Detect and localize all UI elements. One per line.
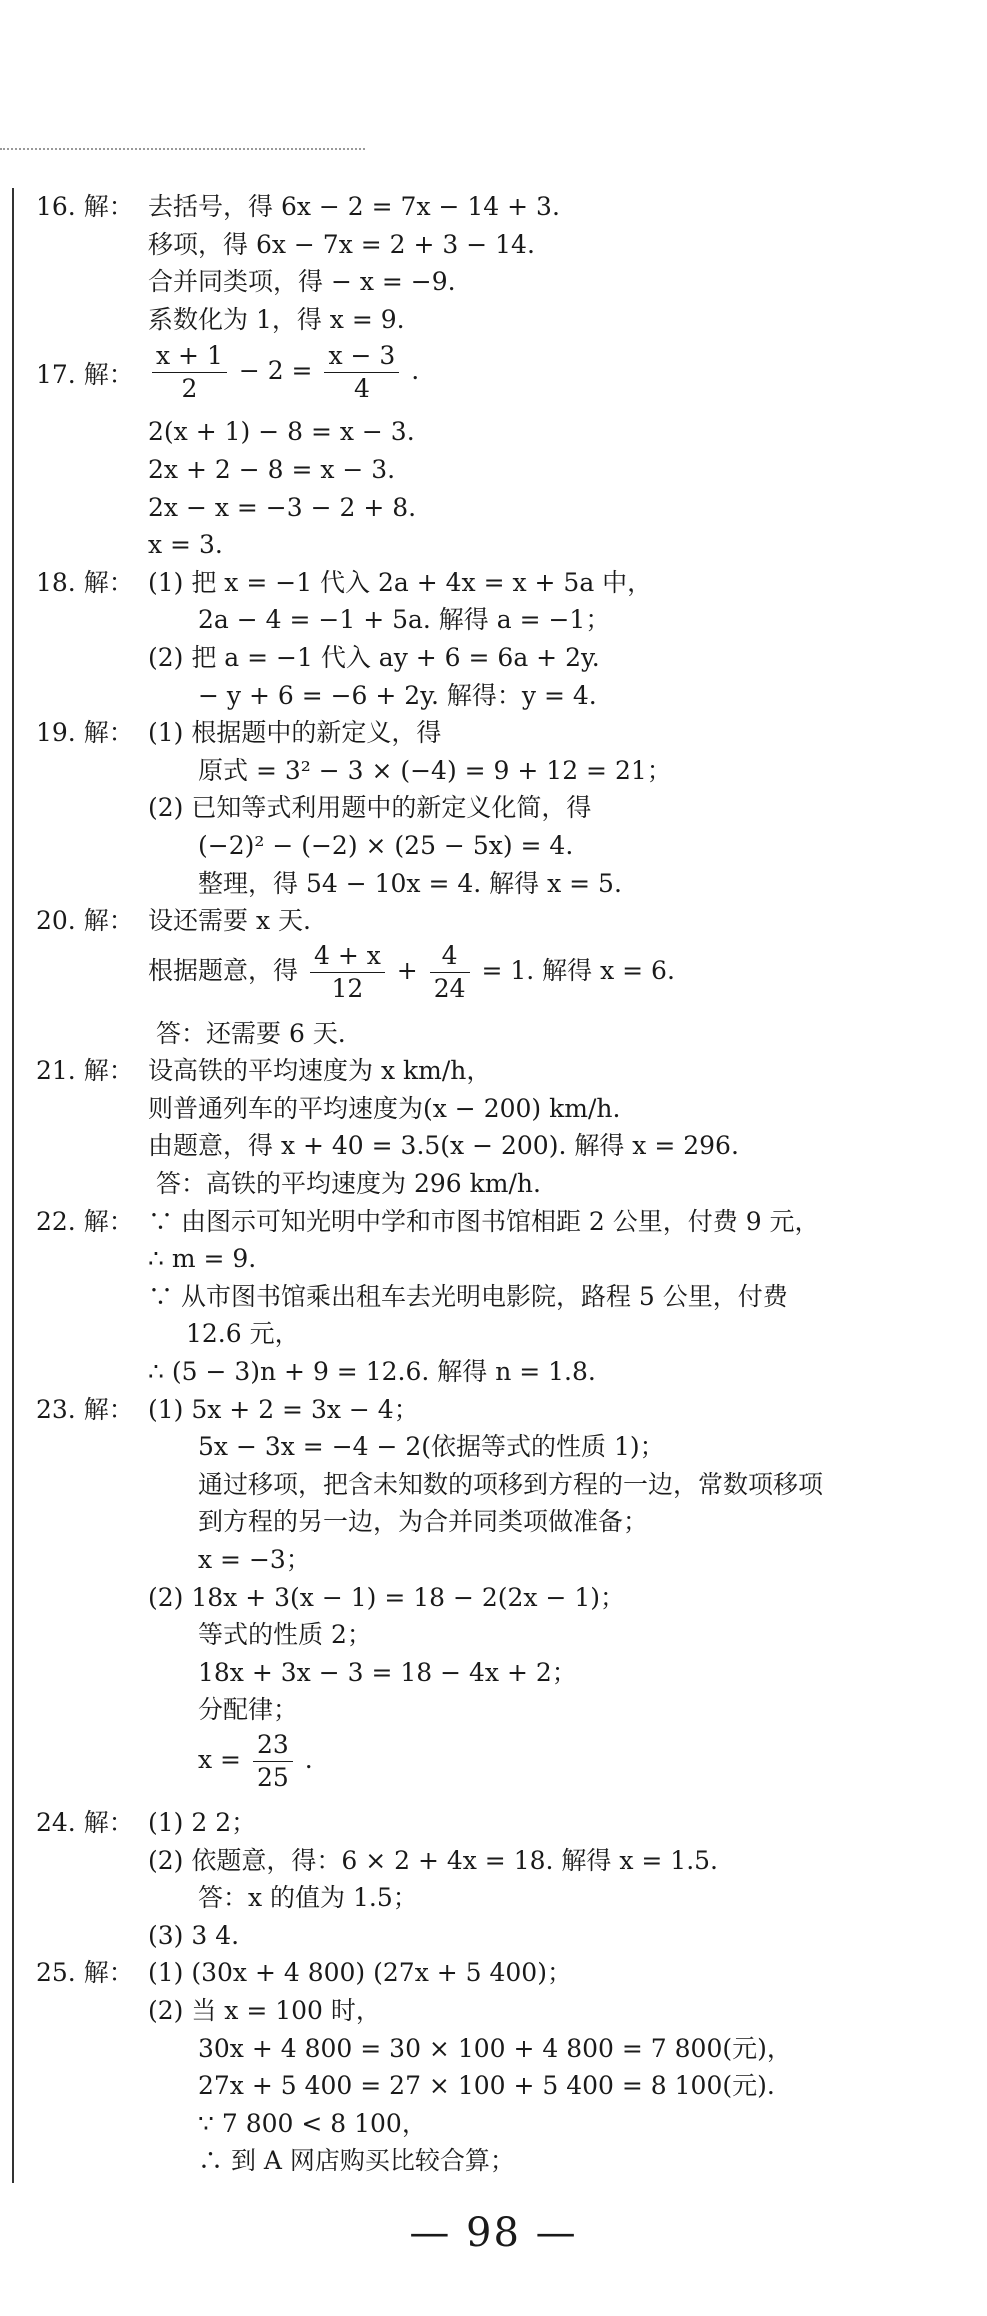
fraction: $\frac{23}{25}$	[253, 1729, 293, 1794]
problem-19-line-3: (2) 已知等式利用题中的新定义化简，得	[148, 793, 592, 823]
problem-17-line-3: 2x − x = −3 − 2 + 8.	[148, 492, 417, 522]
problem-19-line-1: 19. 解： (1) 根据题中的新定义，得	[36, 714, 956, 752]
problem-23-line-1: 23. 解： (1) 5x + 2 = 3x − 4；	[36, 1391, 956, 1429]
problem-22-line-2: ∴ m = 9.	[148, 1244, 257, 1274]
problem-number: 18. 解：	[36, 567, 134, 597]
problem-25-line-1: 25. 解： (1) (30x + 4 800) (27x + 5 400)；	[36, 1954, 956, 1992]
problem-16-line-2: 移项，得 6x − 7x = 2 + 3 − 14.	[148, 229, 535, 259]
problem-24-line-1: 24. 解： (1) 2 2；	[36, 1804, 956, 1842]
problem-19-line-4: (−2)² − (−2) × (25 − 5x) = 4.	[198, 830, 574, 860]
fraction: $\frac{4 + x}{12}$	[310, 940, 385, 1005]
problem-24-line-4: (3) 3 4.	[148, 1920, 240, 1950]
left-margin-rule	[12, 188, 14, 2183]
problem-21-answer: 答：高铁的平均速度为 296 km/h.	[156, 1169, 541, 1199]
problem-23-line-7: 等式的性质 2；	[198, 1620, 372, 1650]
problem-22-line-3: ∵ 从市图书馆乘出租车去光明电影院，路程 5 公里，付费	[148, 1281, 788, 1311]
problem-23-fraction-line: x = $\frac{23}{25}$ .	[198, 1729, 313, 1792]
problem-23-line-5: x = −3；	[198, 1545, 311, 1574]
problem-number: 19. 解：	[36, 718, 134, 748]
problem-20-line-1: 20. 解： 设还需要 x 天.	[36, 902, 956, 940]
problem-17-line-4: x = 3.	[148, 530, 223, 560]
problem-number: 23. 解：	[36, 1394, 134, 1424]
problem-16-line-1: 16. 解： 去括号，得 6x − 2 = 7x − 14 + 3.	[36, 188, 956, 226]
problem-25-line-4: 27x + 5 400 = 27 × 100 + 5 400 = 8 100(元).	[198, 2071, 775, 2101]
problem-25-line-3: 30x + 4 800 = 30 × 100 + 4 800 = 7 800(元)，	[198, 2033, 792, 2063]
header-dotted-rule	[0, 148, 365, 150]
problem-18-line-3: (2) 把 a = −1 代入 ay + 6 = 6a + 2y.	[148, 642, 600, 672]
problem-number: 21. 解：	[36, 1056, 134, 1086]
problem-19-line-5: 整理，得 54 − 10x = 4. 解得 x = 5.	[198, 868, 622, 898]
problem-21-line-1: 21. 解： 设高铁的平均速度为 x km/h，	[36, 1052, 956, 1090]
problem-25-line-2: (2) 当 x = 100 时，	[148, 1995, 381, 2025]
fraction: $\frac{x - 3}{4}$	[324, 340, 399, 405]
problem-23-line-3: 通过移项，把含未知数的项移到方程的一边，常数项移项	[198, 1469, 824, 1499]
problem-number: 22. 解：	[36, 1206, 134, 1236]
problem-18-line-4: − y + 6 = −6 + 2y. 解得：y = 4.	[198, 680, 597, 710]
problem-23-line-2: 5x − 3x = −4 − 2(依据等式的性质 1)；	[198, 1432, 665, 1462]
problem-23-line-9: 分配律；	[198, 1695, 299, 1725]
fraction: $\frac{4}{24}$	[430, 940, 470, 1005]
problem-22-line-4: 12.6 元，	[186, 1319, 300, 1349]
problem-21-line-2: 则普通列车的平均速度为(x − 200) km/h.	[148, 1093, 621, 1123]
page-number: — 98 —	[409, 2210, 578, 2256]
problem-number: 20. 解：	[36, 906, 134, 936]
problem-23-line-6: (2) 18x + 3(x − 1) = 18 − 2(2x − 1)；	[148, 1582, 626, 1612]
problem-16-line-3: 合并同类项，得 − x = −9.	[148, 267, 456, 297]
problem-25-line-6: ∴ 到 A 网店购买比较合算；	[198, 2146, 515, 2176]
problem-21-line-3: 由题意，得 x + 40 = 3.5(x − 200). 解得 x = 296.	[148, 1131, 739, 1161]
problem-number: 17. 解：	[36, 360, 134, 390]
fraction: $\frac{x + 1}{2}$	[152, 340, 227, 405]
problem-17-line-2: 2x + 2 − 8 = x − 3.	[148, 454, 396, 484]
problem-24-line-3: 答：x 的值为 1.5；	[198, 1883, 418, 1913]
problem-17-fraction-line: 17. 解： $\frac{x + 1}{2}$ − 2 = $\frac{x - 3}{4}$ .	[36, 341, 420, 404]
problem-18-line-2: 2a − 4 = −1 + 5a. 解得 a = −1；	[198, 605, 611, 635]
problem-20-fraction-line: 根据题意，得 $\frac{4 + x}{12}$ + $\frac{4}{24}$ = 1. 解得 x = 6.	[148, 940, 675, 1003]
problem-19-line-2: 原式 = 3² − 3 × (−4) = 9 + 12 = 21；	[198, 755, 672, 785]
problem-23-line-4: 到方程的另一边，为合并同类项做准备；	[198, 1507, 649, 1537]
problem-number: 16. 解：	[36, 192, 134, 221]
problem-22-line-1: 22. 解： ∵ 由图示可知光明中学和市图书馆相距 2 公里，付费 9 元，	[36, 1203, 956, 1241]
problem-number: 25. 解：	[36, 1958, 134, 1988]
problem-16-line-4: 系数化为 1，得 x = 9.	[148, 304, 405, 334]
problem-20-answer: 答：还需要 6 天.	[156, 1018, 346, 1048]
problem-22-line-5: ∴ (5 − 3)n + 9 = 12.6. 解得 n = 1.8.	[148, 1357, 596, 1387]
problem-17-line-1: 2(x + 1) − 8 = x − 3.	[148, 417, 415, 447]
problem-number: 24. 解：	[36, 1807, 134, 1837]
answer-content	[36, 188, 956, 2180]
problem-18-line-1: 18. 解： (1) 把 x = −1 代入 2a + 4x = x + 5a 中，	[36, 564, 956, 602]
problem-25-line-5: ∵ 7 800 < 8 100，	[198, 2108, 427, 2138]
problem-24-line-2: (2) 依题意，得：6 × 2 + 4x = 18. 解得 x = 1.5.	[148, 1845, 718, 1875]
problem-23-line-8: 18x + 3x − 3 = 18 − 4x + 2；	[198, 1657, 577, 1687]
